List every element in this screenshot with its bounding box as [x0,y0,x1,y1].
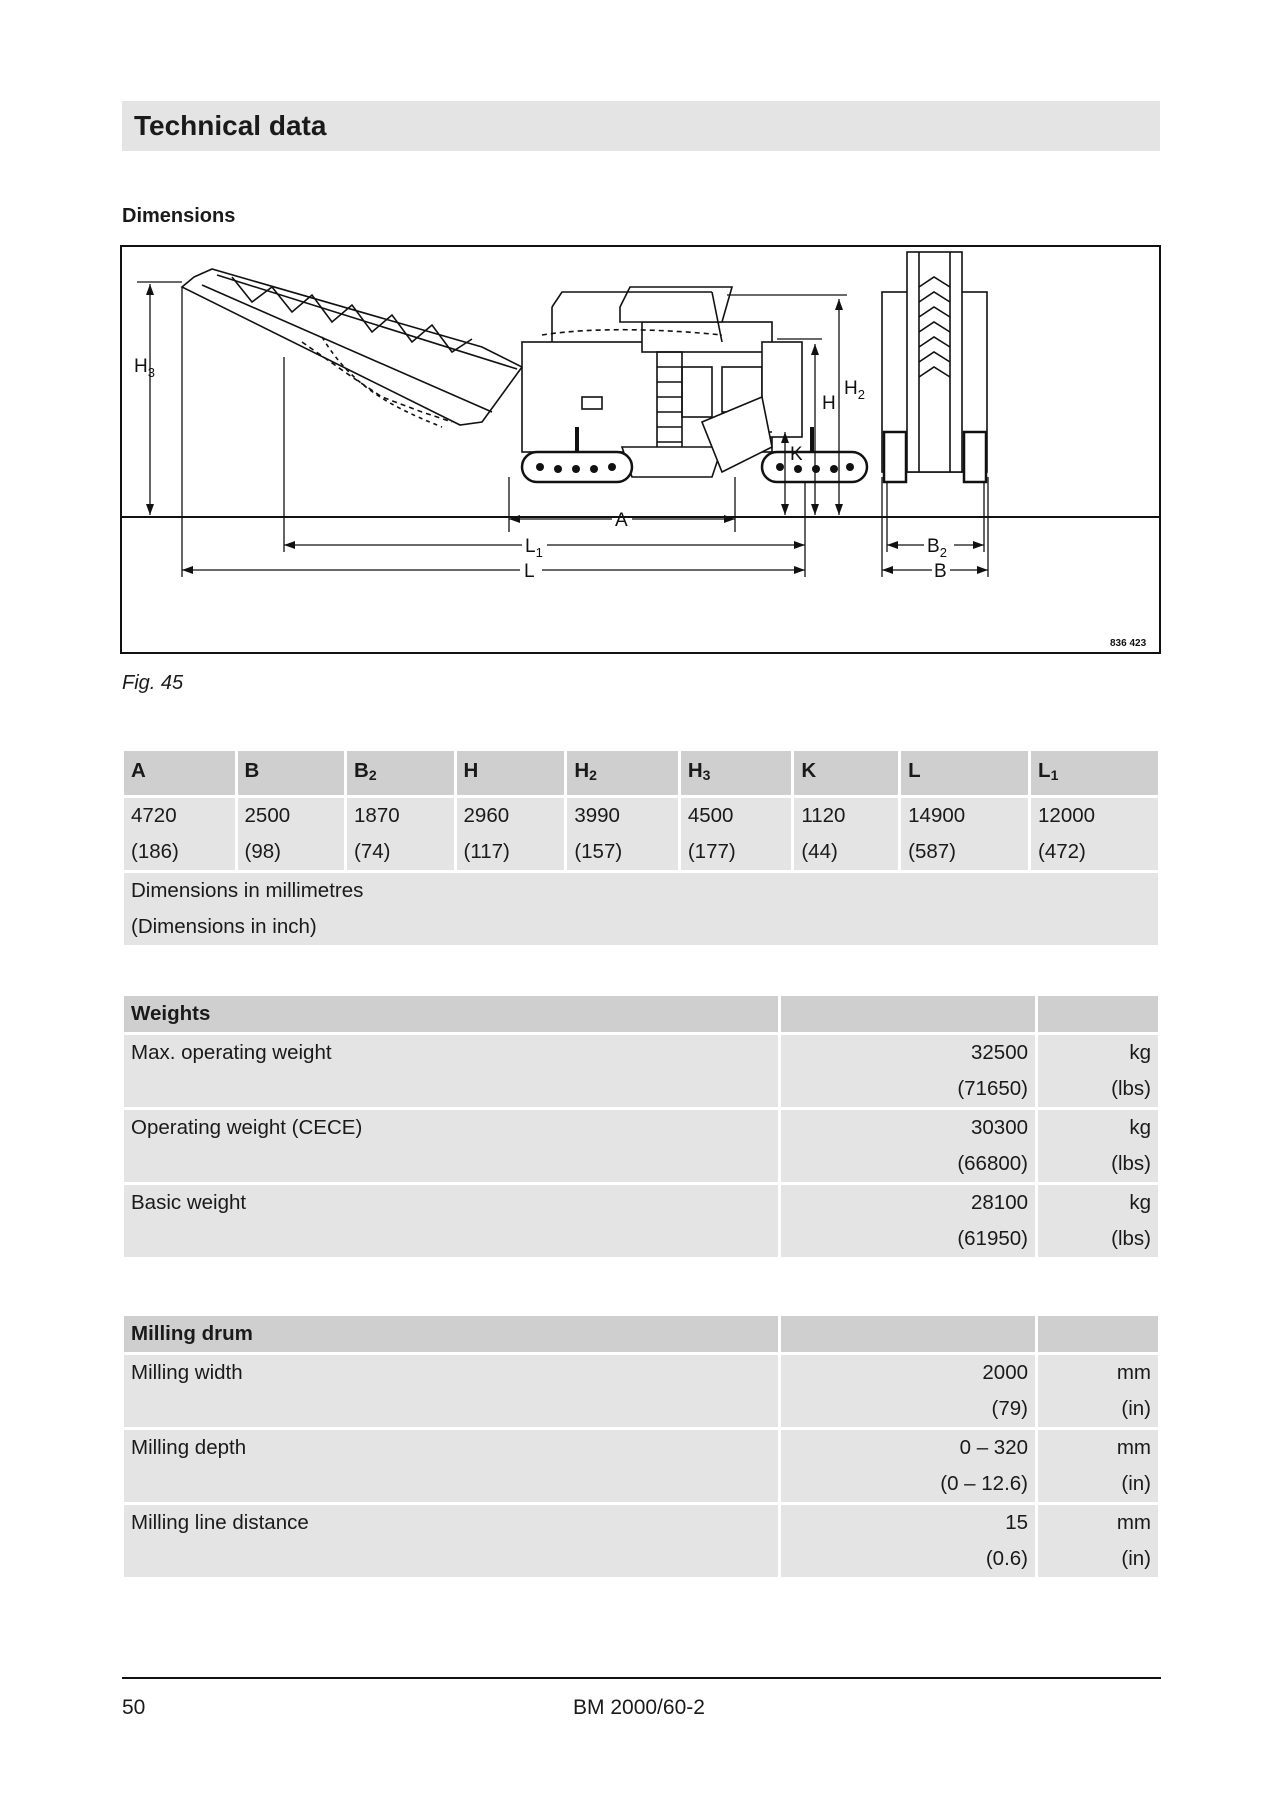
label-l1: L [525,536,536,557]
dim-header: $H_3$ [681,751,792,795]
row-label: Operating weight (CECE) [124,1110,778,1182]
svg-text:L1: $L_1$ [525,536,543,560]
dim-header: B [238,751,345,795]
label-b2: B [927,536,940,557]
row-unit: kg (lbs) [1038,1035,1158,1107]
dim-header: $H_2$ [567,751,678,795]
section-title: Dimensions [122,205,236,227]
weights-header-row [124,996,1158,1032]
svg-text:B2: $B_2$ [927,536,947,560]
dim-value: 4720 (186) [124,798,235,870]
page-title: Technical data [134,110,327,141]
footer-divider [122,1677,1161,1679]
page-title-bar [122,101,1160,151]
row-value: 30300 (66800) [781,1110,1035,1182]
row-label: Max. operating weight [124,1035,778,1107]
machine-drawing [122,247,1159,652]
row-unit: kg (lbs) [1038,1110,1158,1182]
row-label: Milling width [124,1355,778,1427]
dim-value: 2960 (117) [457,798,565,870]
milling-drum-table [121,1313,1161,1580]
row-unit: mm (in) [1038,1355,1158,1427]
dimensions-header-row [124,751,1158,795]
label-l: L [524,561,535,582]
svg-text:H2: $H_2$ [844,378,865,402]
dim-value: 1870 (74) [347,798,454,870]
dimensions-note: Dimensions in millimetres (Dimensions in inch) [124,873,1158,945]
page-number: 50 [122,1696,146,1719]
row-unit: mm (in) [1038,1430,1158,1502]
dim-value: 14900 (587) [901,798,1028,870]
dimensions-note-row [124,873,1158,945]
dim-header: K [794,751,898,795]
row-unit: kg (lbs) [1038,1185,1158,1257]
row-value: 2000 (79) [781,1355,1035,1427]
milling-drum-header-row [124,1316,1158,1352]
dim-value: 3990 (157) [567,798,678,870]
document-id: BM 2000/60-2 [573,1696,705,1719]
row-value: 0 – 320 (0 – 12.6) [781,1430,1035,1502]
label-h: H [822,393,836,414]
figure-code: 836 423 [1110,638,1147,649]
label-a: A [615,510,628,531]
dim-value: 2500 (98) [238,798,345,870]
weights-table [121,993,1161,1260]
label-b: B [934,561,947,582]
dimensions-value-row [124,798,1158,870]
row-value: 28100 (61950) [781,1185,1035,1257]
dim-header: $L_1$ [1031,751,1158,795]
label-h2: H [844,378,858,399]
dimensions-table [121,748,1161,948]
row-label: Milling line distance [124,1505,778,1577]
row-value: 15 (0.6) [781,1505,1035,1577]
table-row [124,1355,1158,1427]
dim-header: A [124,751,235,795]
row-label: Basic weight [124,1185,778,1257]
milling-drum-title: Milling drum [124,1316,778,1352]
dim-header: H [457,751,565,795]
dim-header: $B_2$ [347,751,454,795]
row-value: 32500 (71650) [781,1035,1035,1107]
dim-value: 1120 (44) [794,798,898,870]
label-k: K [790,444,803,465]
dim-value: 12000 (472) [1031,798,1158,870]
table-row [124,1505,1158,1577]
dimension-figure [120,245,1161,654]
table-row [124,1110,1158,1182]
row-unit: mm (in) [1038,1505,1158,1577]
table-row [124,1430,1158,1502]
dim-header: L [901,751,1028,795]
dim-value: 4500 (177) [681,798,792,870]
weights-title: Weights [124,996,778,1032]
row-label: Milling depth [124,1430,778,1502]
figure-caption: Fig. 45 [122,672,184,694]
label-h3: H [134,356,148,377]
svg-text:H3: $H_3$ [134,356,155,380]
table-row [124,1185,1158,1257]
table-row [124,1035,1158,1107]
